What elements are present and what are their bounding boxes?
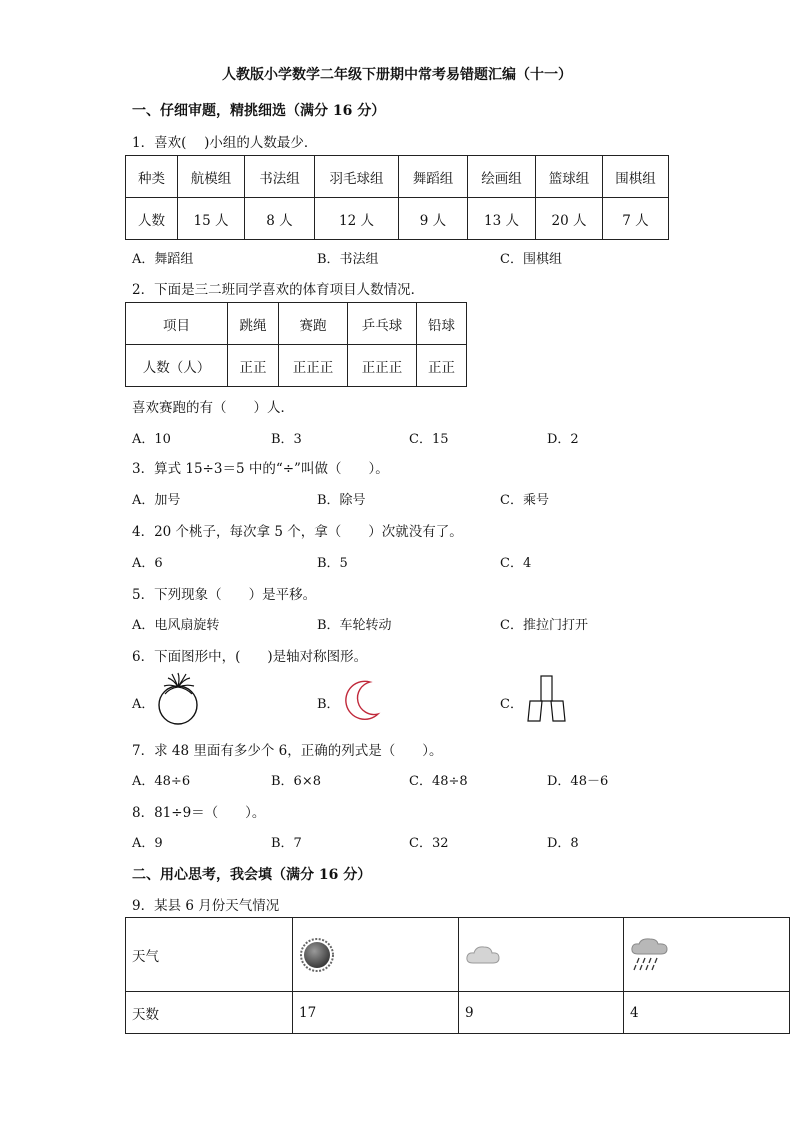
q4-option-c[interactable]: C．4 [500,556,532,571]
q1-cell: 13 人 [468,198,536,240]
tomato-icon [156,672,202,726]
q2-header-cell: 跳绳 [228,303,279,345]
q8-stem: 8．81÷9＝（ ）。 [132,805,266,821]
rain-icon [630,937,670,973]
q7-option-d[interactable]: D．48－6 [547,774,609,789]
q4-option-b[interactable]: B．5 [317,556,348,571]
q1-option-a[interactable]: A．舞蹈组 [132,252,194,267]
q1-cell: 20 人 [536,198,603,240]
q1-header-cell: 航模组 [178,156,245,198]
q5-stem: 5．下列现象（ ）是平移。 [132,587,317,603]
q3-option-c[interactable]: C．乘号 [500,493,549,508]
q9-weather-cell [293,918,459,992]
q1-stem: 1．喜欢( )小组的人数最少． [132,135,318,151]
q9-weather-table [125,917,790,1034]
q1-cell: 12 人 [315,198,399,240]
q3-stem: 3．算式 15÷3＝5 中的“÷”叫做（ ）。 [132,461,389,477]
q3-option-b[interactable]: B．除号 [317,493,366,508]
q1-header-cell: 围棋组 [603,156,669,198]
q4-stem: 4．20 个桃子，每次拿 5 个，拿（ ）次就没有了。 [132,524,463,540]
q9-stem: 9．某县 6 月份天气情况 [132,898,280,914]
q1-header-cell: 舞蹈组 [399,156,468,198]
sun-icon [299,937,335,973]
blocks-icon [526,673,568,725]
q1-header-cell: 书法组 [245,156,315,198]
q2-header-cell: 赛跑 [279,303,348,345]
q1-cell: 人数 [126,198,178,240]
q2-cell: 人数（人） [126,345,228,387]
q1-header-cell: 种类 [126,156,178,198]
crescent-moon-icon [338,676,384,722]
q5-option-b[interactable]: B．车轮转动 [317,618,392,633]
q2-option-c[interactable]: C．15 [409,432,449,447]
q2-cell: 正正 [417,345,467,387]
q1-option-c[interactable]: C．围棋组 [500,252,562,267]
q2-option-a[interactable]: A．10 [132,432,171,447]
q2-stem: 2．下面是三二班同学喜欢的体育项目人数情况． [132,282,425,298]
q6-stem: 6．下面图形中，( )是轴对称图形。 [132,649,368,665]
q5-option-a[interactable]: A．电风扇旋转 [132,618,220,633]
q8-option-c[interactable]: C．32 [409,836,449,851]
q7-option-b[interactable]: B．6×8 [271,774,321,789]
q9-days-cell: 17 [293,992,459,1034]
q2-cell: 正正正 [348,345,417,387]
q8-option-d[interactable]: D．8 [547,836,579,851]
q6-option-c[interactable]: C． [500,697,523,712]
q9-row-label: 天气 [126,918,293,992]
q1-cell: 15 人 [178,198,245,240]
q2-table [125,302,467,387]
q6-option-a[interactable]: A． [132,697,155,712]
q1-cell: 7 人 [603,198,669,240]
q2-header-cell: 项目 [126,303,228,345]
q3-option-a[interactable]: A．加号 [132,493,181,508]
q9-weather-cell [459,918,624,992]
q2-header-cell: 乒乓球 [348,303,417,345]
q1-table [125,155,669,240]
q1-cell: 9 人 [399,198,468,240]
page-title: 人教版小学数学二年级下册期中常考易错题汇编（十一） [222,67,572,83]
section-2-heading: 二、用心思考，我会填（满分 16 分） [132,867,372,883]
q9-days-cell: 9 [459,992,624,1034]
q7-option-c[interactable]: C．48÷8 [409,774,468,789]
q9-weather-cell [624,918,790,992]
q9-days-cell: 4 [624,992,790,1034]
q8-option-b[interactable]: B．7 [271,836,302,851]
cloud-icon [465,943,501,967]
q2-option-b[interactable]: B．3 [271,432,302,447]
q1-option-b[interactable]: B．书法组 [317,252,379,267]
q2-cell: 正正 [228,345,279,387]
q4-option-a[interactable]: A．6 [132,556,163,571]
q2-header-cell: 铅球 [417,303,467,345]
q1-header-cell: 羽毛球组 [315,156,399,198]
q8-option-a[interactable]: A．9 [132,836,163,851]
q7-stem: 7．求 48 里面有多少个 6，正确的列式是（ ）。 [132,743,443,759]
q1-header-cell: 篮球组 [536,156,603,198]
q1-header-cell: 绘画组 [468,156,536,198]
q9-row-label: 天数 [126,992,293,1034]
q7-option-a[interactable]: A．48÷6 [132,774,191,789]
q2-cell: 正正正 [279,345,348,387]
q2-option-d[interactable]: D．2 [547,432,579,447]
q5-option-c[interactable]: C．推拉门打开 [500,618,588,633]
q6-option-b[interactable]: B． [317,697,340,712]
section-1-heading: 一、仔细审题，精挑细选（满分 16 分） [132,103,386,119]
q1-cell: 8 人 [245,198,315,240]
q2-sub-question: 喜欢赛跑的有（ ）人． [132,400,294,416]
